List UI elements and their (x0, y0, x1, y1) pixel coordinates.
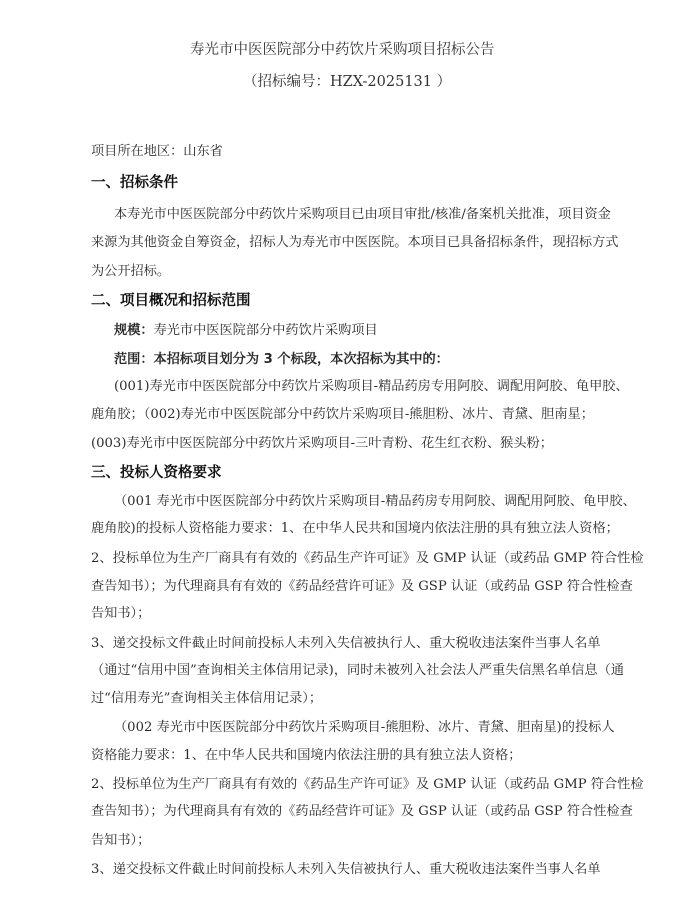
s1-line: 为公开招标。 (91, 264, 171, 279)
lot-line: 鹿角胶；（002)寿光市中医医院部分中药饮片采购项目-熊胆粉、冰片、青黛、胆南星； (91, 407, 594, 422)
lot-line: (003)寿光市中医医院部分中药饮片采购项目-三叶青粉、花生红衣粉、猴头粉； (91, 436, 553, 451)
section-3-heading: 三、投标人资格要求 (91, 465, 222, 481)
s3-line: （通过“信用中国”查询相关主体信用记录)，同时未被列入社会法人严重失信黑名单信息（通 (91, 663, 624, 678)
s3-line: 资格能力要求：1、在中华人民共和国境内依法注册的具有独立法人资格； (91, 748, 522, 763)
range-line: 范围：本招标项目划分为 3 个标段，本次招标为其中的： (114, 352, 449, 367)
scale-label: 规模： (114, 323, 154, 338)
section-2-heading: 二、项目概况和招标范围 (91, 293, 251, 309)
s3-line: 告知书）； (91, 833, 151, 848)
s1-line: 来源为其他资金自筹资金，招标人为寿光市中医医院。本项目已具备招标条件，现招标方式 (91, 235, 619, 250)
s3-line: 告知书）； (91, 606, 151, 621)
bid-number: （招标编号：HZX-2025131 ） (243, 74, 452, 90)
s3-line: 3、递交投标文件截止时间前投标人未列入失信被执行人、重大税收违法案件当事人名单 (91, 862, 601, 877)
section-1-heading: 一、招标条件 (91, 175, 178, 191)
s3-line: 查告知书）；为代理商具有有效的《药品经营许可证》及 GSP 认证（或药品 GSP 符合性检查 (91, 804, 633, 819)
project-region: 项目所在地区：山东省 (91, 144, 223, 159)
s3-line: 过“信用寿光”查询相关主体信用记录）； (91, 691, 323, 706)
s1-line: 本寿光市中医医院部分中药饮片采购项目已由项目审批/核准/备案机关批准，项目资金 (114, 207, 611, 222)
s3-line: 3、递交投标文件截止时间前投标人未列入失信被执行人、重大税收违法案件当事人名单 (91, 636, 601, 651)
lot-line: (001)寿光市中医医院部分中药饮片采购项目-精品药房专用阿胶、调配用阿胶、龟甲胶、 (114, 379, 629, 394)
s3-line: （001 寿光市中医医院部分中药饮片采购项目-精品药房专用阿胶、调配用阿胶、龟甲胶、 (114, 494, 636, 509)
s3-line: 2、投标单位为生产厂商具有有效的《药品生产许可证》及 GMP 认证（或药品 GMP 符合性检 (91, 777, 644, 792)
s3-line: 查告知书）；为代理商具有有效的《药品经营许可证》及 GSP 认证（或药品 GSP 符合性检查 (91, 579, 633, 594)
s3-line: （002 寿光市中医医院部分中药饮片采购项目-熊胆粉、冰片、青黛、胆南星)的投标人 (114, 720, 615, 735)
doc-title: 寿光市中医医院部分中药饮片采购项目招标公告 (190, 42, 495, 58)
s3-line: 2、投标单位为生产厂商具有有效的《药品生产许可证》及 GMP 认证（或药品 GMP 符合性检 (91, 551, 644, 566)
scale-value: 寿光市中医医院部分中药饮片采购项目 (153, 323, 378, 338)
scale-line (114, 322, 378, 340)
s3-line: 鹿角胶)的投标人资格能力要求：1、在中华人民共和国境内依法注册的具有独立法人资格； (91, 521, 619, 536)
